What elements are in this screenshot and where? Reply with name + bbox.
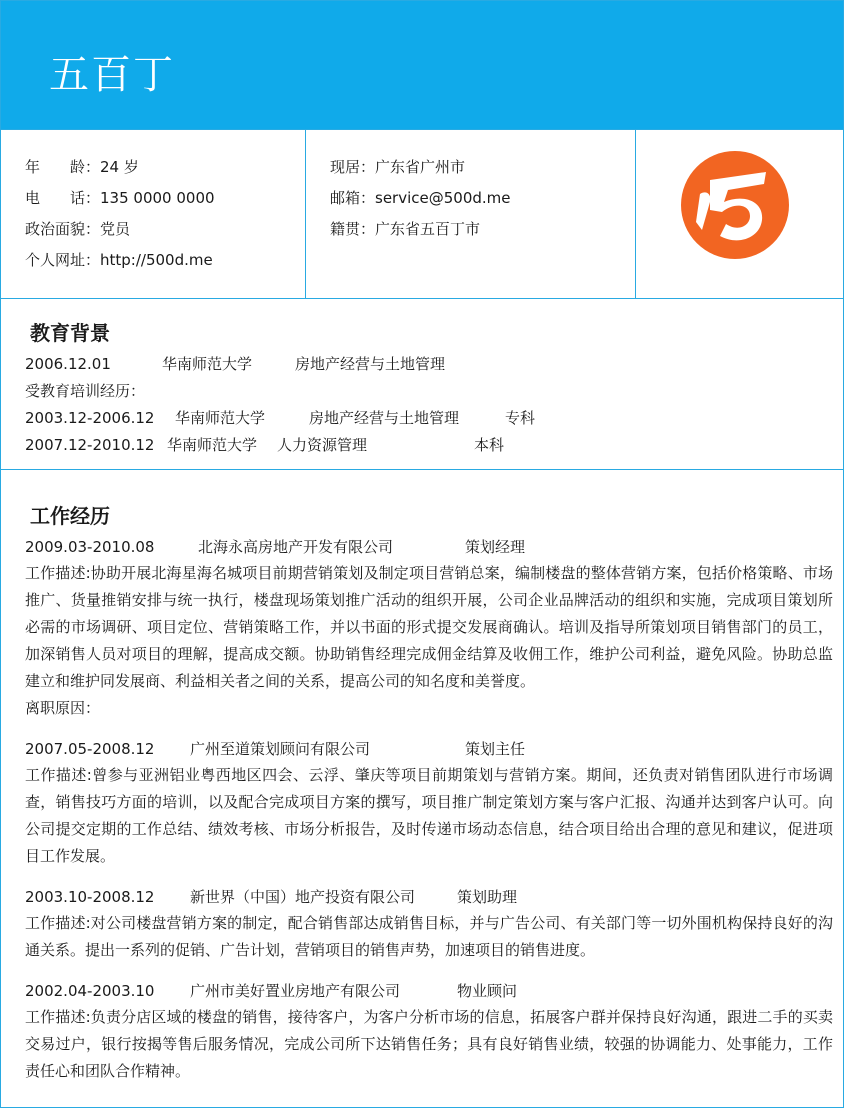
info-phone (25, 183, 305, 214)
info-residence (330, 152, 635, 183)
edu-date: 2006.12.01 (25, 355, 111, 373)
training-label: 受教育培训经历： (25, 382, 146, 400)
info-column-left (1, 130, 306, 298)
info-age (25, 152, 305, 183)
job-header (25, 884, 833, 910)
edu-major: 房地产经营与土地管理 (309, 409, 460, 427)
job-date: 2007.05-2008.12 (25, 740, 155, 758)
email-link[interactable]: service@500d.me (375, 189, 511, 207)
job-header (25, 978, 833, 1004)
header-banner (1, 1, 843, 129)
edu-degree: 专科 (505, 409, 536, 427)
info-value: 24 岁 (100, 158, 139, 176)
info-value: 广东省五百丁市 (375, 220, 481, 238)
job-description: 工作描述:曾参与亚洲铝业粤西地区四会、云浮、肇庆等项目前期策划与营销方案。期间，还负责对销售团队进行市场调查，销售技巧方面的培训，以及配合完成项目方案的撰写，项目推广制定策划方案与客户汇报、沟通并达到客户认可。向公司提交定期的工作总结、绩效考核、市场分析报告，及时传递市场动态信息，结合项目给出合理的意见和建议，促进项目工作发展。 (25, 766, 833, 865)
info-label: 年 龄： (25, 158, 101, 176)
edu-major: 房地产经营与土地管理 (295, 355, 446, 373)
education-row (25, 351, 843, 378)
info-label: 邮箱： (330, 189, 376, 207)
job-position: 策划助理 (457, 888, 518, 906)
education-row (25, 432, 843, 459)
work-title: 工作经历 (30, 504, 110, 528)
job-company: 新世界（中国）地产投资有限公司 (190, 888, 416, 906)
edu-major: 人力资源管理 (277, 436, 368, 454)
edu-degree: 本科 (474, 436, 505, 454)
edu-date: 2007.12-2010.12 (25, 436, 155, 454)
info-value: 党员 (100, 220, 131, 238)
education-row (25, 405, 843, 432)
info-email (330, 183, 635, 214)
job-date: 2003.10-2008.12 (25, 888, 155, 906)
info-column-middle (306, 130, 636, 298)
education-title: 教育背景 (30, 321, 110, 345)
info-label: 籍贯： (330, 220, 376, 238)
job-company: 北海永高房地产开发有限公司 (198, 538, 394, 556)
job-header (25, 534, 833, 560)
personal-info (1, 129, 843, 299)
job-description: 工作描述:对公司楼盘营销方案的制定，配合销售部达成销售目标，并与广告公司、有关部门等一切外围机构保持良好的沟通关系。提出一系列的促销、广告计划，营销项目的销售声势，加速项目的销售进度。 (25, 914, 833, 959)
job-description: 工作描述:协助开展北海星海名城项目前期营销策划及制定项目营销总案，编制楼盘的整体营销方案，包括价格策略、市场推广、货量推销安排与统一执行，楼盘现场策划推广活动的组织开展，公司企业品牌活动的组织和实施，完成项目策划所必需的市场调研、项目定位、营销策略工作，并以书面的形式提交发展商确认。培训及指导所策划项目销售部门的员工，加深销售人员对项目的理解，提高成交额。协助销售经理完成佣金结算及收佣工作，维护公司利益，避免风险。协助总监建立和维护同发展商、利益相关者之间的关系，提高公司的知名度和美誉度。 (25, 564, 833, 690)
info-website (25, 245, 305, 276)
edu-date: 2003.12-2006.12 (25, 409, 155, 427)
info-political (25, 214, 305, 245)
leave-reason: 离职原因： (25, 699, 101, 717)
education-section (1, 299, 843, 470)
brand-logo-icon (680, 150, 790, 260)
info-hometown (330, 214, 635, 245)
edu-school: 华南师范大学 (162, 355, 253, 373)
job-position: 物业顾问 (457, 982, 518, 1000)
job-company: 广州市美好置业房地产有限公司 (190, 982, 401, 1000)
job-company: 广州至道策划顾问有限公司 (190, 740, 371, 758)
photo-area (636, 130, 843, 298)
job-description: 工作描述:负责分店区域的楼盘的销售，接待客户，为客户分析市场的信息，拓展客户群并保持良好沟通，跟进二手的买卖交易过户，银行按揭等售后服务情况，完成公司所下达销售任务；具有良好销售业绩，较强的协调能力、处事能力，工作责任心和团队合作精神。 (25, 1008, 833, 1080)
info-label: 现居： (330, 158, 376, 176)
job-header (25, 736, 833, 762)
job-date: 2009.03-2010.08 (25, 538, 155, 556)
job-date: 2002.04-2003.10 (25, 982, 155, 1000)
edu-school: 华南师范大学 (167, 436, 258, 454)
edu-school: 华南师范大学 (175, 409, 266, 427)
job-position: 策划主任 (465, 740, 526, 758)
website-link[interactable]: http://500d.me (100, 251, 213, 269)
job-position: 策划经理 (465, 538, 526, 556)
info-value: 广东省广州市 (375, 158, 466, 176)
info-label: 政治面貌： (25, 220, 101, 238)
info-value: 135 0000 0000 (100, 189, 215, 207)
info-label: 个人网址： (25, 251, 101, 269)
info-label: 电 话： (25, 189, 101, 207)
candidate-name: 五百丁 (49, 52, 175, 98)
work-section (1, 470, 843, 1085)
